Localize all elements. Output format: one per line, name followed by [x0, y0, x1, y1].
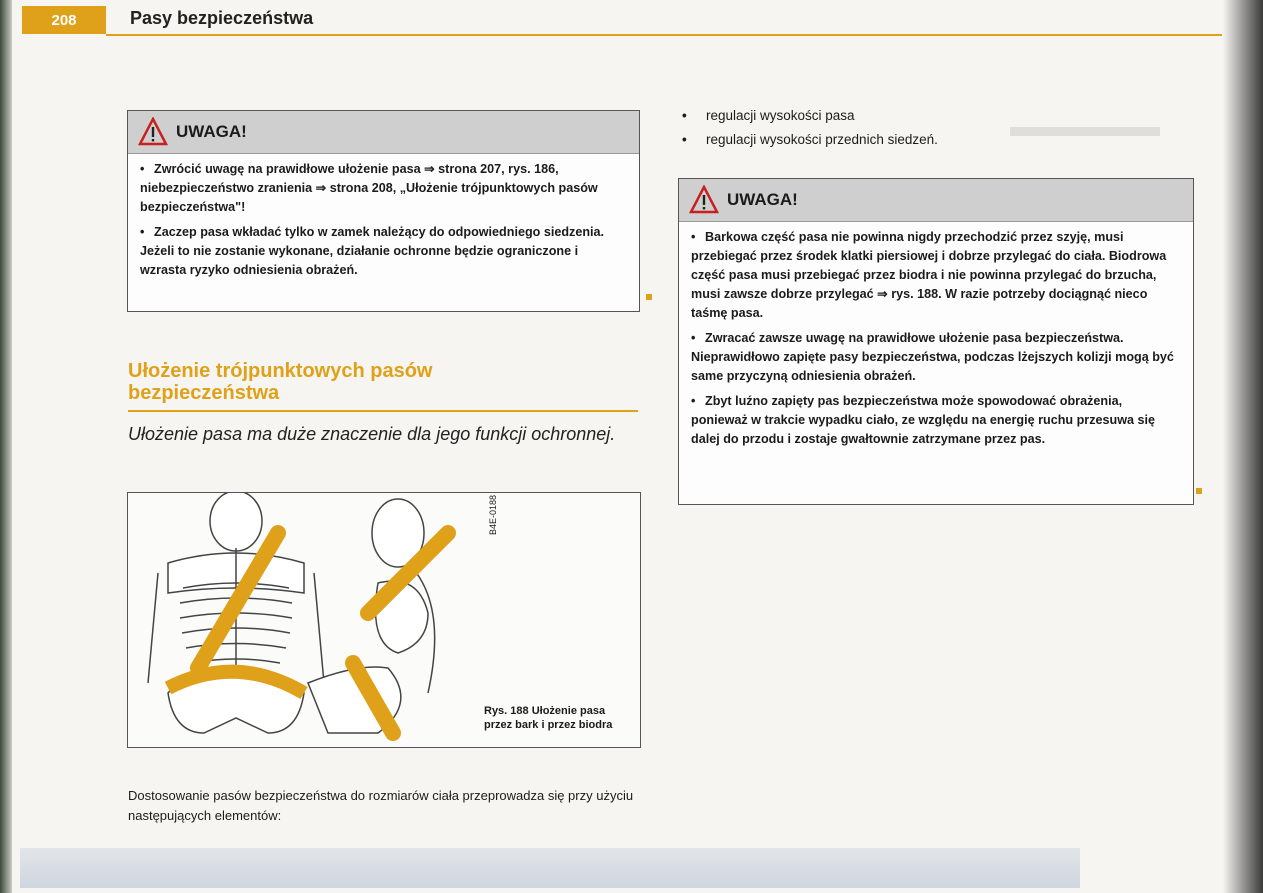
warning-title: UWAGA! — [727, 190, 798, 209]
warning-item: • Zwracać zawsze uwagę na prawidłowe ułożenie pasa bezpieczeństwa. Nieprawidłowo zapięte pasy bezpieczeństwa, podczas lżejszych kolizji mogą być same przyczyną odniesienia obrażeń. — [691, 331, 1174, 383]
section-lead: Ułożenie pasa ma duże znaczenie dla jego funkcji ochronnej. — [128, 424, 616, 444]
warning-item: • Zaczep pasa wkładać tylko w zamek należący do odpowiedniego siedzenia. Jeżeli to nie zostanie wykonane, działanie ochronne będzie ograniczone i wzrasta ryzyko odniesienia obrażeń. — [140, 225, 605, 277]
page-header — [12, 0, 1222, 40]
warning-box-right — [678, 178, 1194, 505]
page-number: 208 — [22, 6, 106, 34]
warning-triangle-icon — [689, 185, 719, 215]
warning-body — [128, 154, 639, 290]
warning-item: • Zbyt luźno zapięty pas bezpieczeństwa może spowodować obrażenia, ponieważ w trakcie wypadku ciało, ze względu na energię ruchu przesuwa się dalej do przodu i zostaje gwałtownie zatrzymane przez pas. — [691, 394, 1156, 446]
warning-header — [128, 111, 639, 154]
end-mark — [646, 294, 652, 300]
adjustment-list — [682, 104, 938, 152]
list-item: • regulacji wysokości pasa — [682, 104, 938, 128]
header-rule — [106, 34, 1222, 36]
figure-code: B4E-0188 — [488, 494, 498, 535]
warning-body — [679, 222, 1193, 459]
section-heading: Ułożenie trójpunktowych pasów bezpieczeństwa — [128, 360, 433, 404]
end-mark — [1196, 488, 1202, 494]
warning-header — [679, 179, 1193, 222]
page-gutter-shadow — [1223, 0, 1263, 893]
warning-title: UWAGA! — [176, 122, 247, 141]
figure-caption: Rys. 188 Ułożenie pasa przez bark i przez biodra — [484, 705, 613, 731]
header-title: Pasy bezpieczeństwa — [130, 8, 314, 28]
show-through-text: ▬▬▬▬▬ — [1010, 110, 1160, 143]
body-paragraph: Dostosowanie pasów bezpieczeństwa do rozmiarów ciała przeprowadza się przy użyciu następujących elementów: — [128, 788, 634, 823]
warning-triangle-icon — [138, 117, 168, 147]
warning-item: • Barkowa część pasa nie powinna nigdy przechodzić przez szyję, musi przebiegać przez środek klatki piersiowej i dobrze przylegać do ciała. Biodrowa część pasa musi przebiegać przez biodra i nie powinna przylegać do brzucha, musi zawsze dobrze przylegać ⇒ rys. 188. W razie potrzeby dociągnąć nieco taśmę pasa. — [691, 230, 1167, 320]
list-item: • regulacji wysokości przednich siedzeń. — [682, 128, 938, 152]
warning-box-left — [127, 110, 640, 312]
warning-item: • Zwrócić uwagę na prawidłowe ułożenie pasa ⇒ strona 207, rys. 186, niebezpieczeństwo zranienia ⇒ strona 208, „Ułożenie trójpunktowych pasów bezpieczeństwa"! — [140, 162, 598, 214]
section-rule — [128, 410, 638, 412]
page-binding-edge — [0, 0, 12, 893]
bottom-show-through-band — [20, 848, 1080, 888]
